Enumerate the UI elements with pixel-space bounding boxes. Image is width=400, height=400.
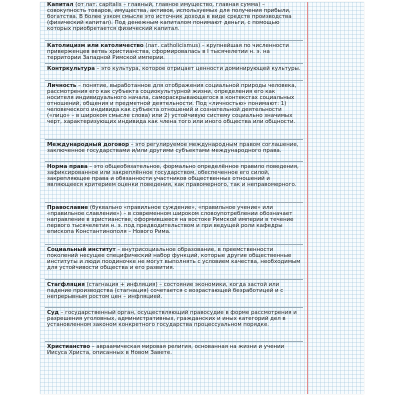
entry-term: Личность bbox=[47, 83, 77, 89]
entry-definition: (лат. catholicismus) – крупнейшая по численности приверженцев ветвь христианства, сформировалась в I тысячелетии н. э. на территории Западной Римской империи. bbox=[47, 43, 289, 62]
entry-term: Контркультура bbox=[47, 66, 95, 72]
entry-kapital bbox=[47, 2, 302, 32]
entry-definition: – внутрисоциальное образование, в преемственности поколений несущее специфический набор функций, которые другие общественные институты и люди поодиночке не могут выполнять с условием качества, необходимым для устойчивости общества и его развития. bbox=[47, 247, 301, 272]
entry-lichnost bbox=[47, 83, 302, 125]
entry-term: Капитал bbox=[47, 2, 74, 8]
entry-term: Католицизм или католичество bbox=[47, 43, 144, 49]
divider bbox=[45, 80, 303, 81]
divider bbox=[45, 139, 303, 140]
divider bbox=[45, 40, 303, 41]
divider bbox=[45, 341, 303, 342]
entry-term: Социальный институт bbox=[47, 247, 116, 253]
divider bbox=[45, 279, 303, 280]
margin-line bbox=[307, 2, 308, 394]
entry-kontrkultura bbox=[47, 66, 302, 72]
entry-term: Норма права bbox=[47, 164, 88, 170]
entry-definition: – это общеобязательное, формально определённое правило поведения, зафиксированное или закреплённое государством, обеспеченное его силой, закрепляющее права и обязанности участников общественных отношений и являющееся критерием оценки поведения, как правомерного, так и неправомерного. bbox=[47, 164, 299, 189]
entry-norma-prava bbox=[47, 164, 302, 188]
entry-term: Суд bbox=[47, 310, 59, 316]
entry-khristianstvo bbox=[47, 344, 302, 356]
divider bbox=[45, 202, 303, 203]
entry-definition: – авраамическая мировая религия, основанная на жизни и учении Иисуса Христа, описанных в Новом Завете. bbox=[47, 344, 285, 357]
divider bbox=[45, 63, 303, 64]
entry-definition: (стагнация + инфляция) – состояние экономики, когда застой или падение производства (стагнация) сочетается с возрастающей безработицей и с непрерывным ростом цен – инфляцией. bbox=[47, 282, 284, 301]
entry-definition: (буквально «правильное суждение», «правильное учение» или «правильное славление») – в современном широком словоупотреблении обозначает направление в христианстве, оформившееся на востоке Римской империи в течение первого тысячелетия н. э. под предводительством и при ведущей роли кафедры епископа Константинополя – Нового Рима. bbox=[47, 205, 294, 236]
entry-term: Стагфляция bbox=[47, 282, 85, 288]
entry-sud bbox=[47, 310, 302, 328]
entry-mezhdunarodnyi-dogovor bbox=[47, 142, 302, 154]
entry-definition: (от лат. capitalis – главный, главное имущество, главная сумма) – совокупность товаров, имущества, активов, используемых для получения прибыли, богатства. В более узком смысле это источник дохода в виде средств производства (физический капитал). Под денежным капиталом понимают деньги, с помощью которых приобретается физический капитал. bbox=[47, 2, 292, 33]
entry-sotsialnyi-institut bbox=[47, 247, 302, 271]
entry-definition: – государственный орган, осуществляющий правосудие в форме рассмотрения и разрешения уголовных, административных, гражданских и иных категорий дел в установленном законом конкретного государства процессуальном порядке. bbox=[47, 310, 297, 329]
entry-term: Православие bbox=[47, 205, 89, 211]
entry-definition: – понятие, выработанное для отображения социальной природы человека, рассмотрения его как субъекта социокультурной жизни, определения его как носителя индивидуального начала, самораскрывающегося в контекстах социальных отношений, общения и предметной деятельности. Под «личностью» понимают: 1) человеческого индивида как субъекта отношений и сознательной деятельности («лицо» – в широком смысле слова) или 2) устойчивую систему социально значимых черт, характеризующих индивида как члена того или иного общества или общности. bbox=[47, 83, 297, 126]
entry-term: Христианство bbox=[47, 344, 91, 350]
entry-katolitsizm bbox=[47, 43, 302, 61]
entry-stagflyatsiya bbox=[47, 282, 302, 300]
divider bbox=[45, 244, 303, 245]
glossary-page bbox=[40, 2, 364, 394]
entry-pravoslavie bbox=[47, 205, 302, 235]
entry-term: Международный договор bbox=[47, 142, 130, 148]
entry-definition: – это регулируемое международным правом соглашение, заключенное государствами и/или другими субъектами международного права. bbox=[47, 142, 299, 155]
divider bbox=[45, 161, 303, 162]
divider bbox=[45, 307, 303, 308]
entry-definition: – это культура, которое отрицает ценности доминирующей культуры. bbox=[94, 66, 301, 72]
